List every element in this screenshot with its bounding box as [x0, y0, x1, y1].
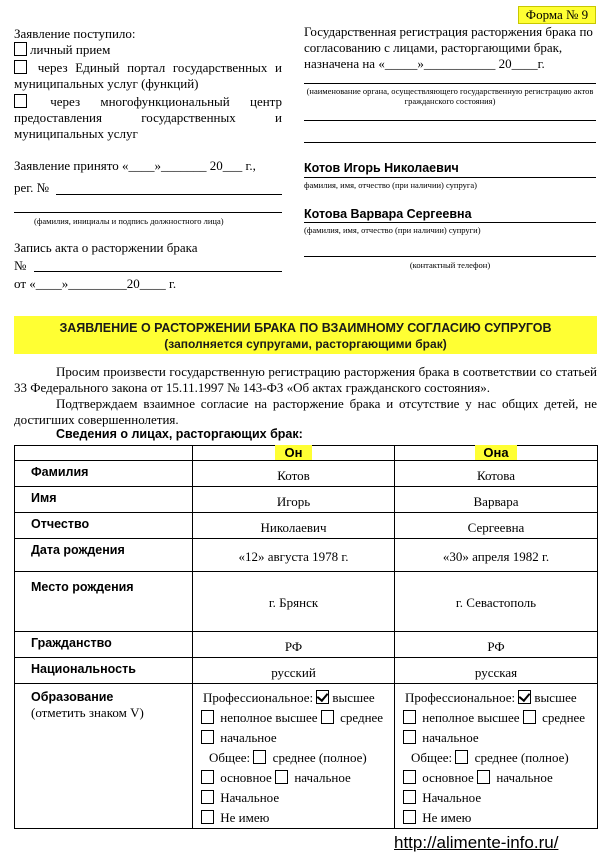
row-label-surname: Фамилия — [15, 461, 193, 487]
wife-caption: (фамилия, имя, отчество (при наличии) супруги) — [304, 225, 481, 235]
reg-label: рег. № — [14, 180, 50, 195]
organ-field-2[interactable] — [304, 120, 596, 121]
she-secondary-checkbox[interactable] — [523, 710, 536, 724]
reg-field[interactable] — [56, 194, 282, 195]
he-nationality[interactable]: русский — [193, 658, 395, 684]
table-row — [15, 487, 598, 513]
table-row — [15, 513, 598, 539]
title-sub: (заполняется супругами, расторгающими брак) — [164, 337, 447, 351]
para-consent: Подтверждаем взаимное согласие на расторжение брака и отсутствие у нас общих детей, не достигших совершеннолетия. — [14, 396, 597, 427]
persons-table — [14, 445, 598, 829]
row-label-patronymic: Отчество — [15, 513, 193, 539]
table-header-empty — [15, 446, 193, 461]
she-higher-checkbox[interactable] — [518, 690, 531, 704]
wife-name: Котова Варвара Сергеевна — [304, 207, 472, 221]
registration-text: Государственная регистрация расторжения брака по согласованию с лицами, расторгающими брак, назначена на «_____»___________ 20____г. — [304, 24, 593, 71]
wife-field[interactable] — [304, 222, 596, 223]
she-name[interactable]: Варвара — [395, 487, 598, 513]
section-title: Сведения о лицах, расторгающих брак: — [56, 427, 303, 441]
he-secondary-checkbox[interactable] — [321, 710, 334, 724]
he-patronymic[interactable]: Николаевич — [193, 513, 395, 539]
he-citizenship[interactable]: РФ — [193, 632, 395, 658]
para-request: Просим произвести государственную регистрацию расторжения брака в соответствии со статьей 33 Федерального закона от 15.11.1997 № 143-ФЗ «Об актах гражданского состояния». — [14, 364, 597, 395]
col-he: Он — [193, 446, 395, 461]
title-band — [14, 316, 597, 354]
she-education: Профессиональное: высшее неполное высшее среднее начальное Общее: среднее (полное) основное начальное Начальное Не имею — [395, 684, 598, 829]
she-surname[interactable]: Котова — [395, 461, 598, 487]
option-portal: через Единый портал государственных и муниципальных услуг (функций) — [14, 60, 282, 91]
row-label-education: Образование — [31, 690, 114, 704]
he-birthdate[interactable]: «12» августа 1978 г. — [193, 539, 395, 572]
table-row — [15, 632, 598, 658]
he-basic-checkbox[interactable] — [201, 770, 214, 784]
education-note: (отметить знаком V) — [31, 705, 144, 720]
she-citizenship[interactable]: РФ — [395, 632, 598, 658]
he-secondary-full-checkbox[interactable] — [253, 750, 266, 764]
row-label-citizenship: Гражданство — [15, 632, 193, 658]
she-nationality[interactable]: русская — [395, 658, 598, 684]
row-label-name: Имя — [15, 487, 193, 513]
row-label-birthdate: Дата рождения — [15, 539, 193, 572]
title-main: ЗАЯВЛЕНИЕ О РАСТОРЖЕНИИ БРАКА ПО ВЗАИМНОМУ СОГЛАСИЮ СУПРУГОВ — [59, 321, 552, 335]
he-birthplace[interactable]: г. Брянск — [193, 572, 395, 632]
he-incomplete-higher-checkbox[interactable] — [201, 710, 214, 724]
organ-field[interactable] — [304, 83, 596, 84]
table-row — [15, 461, 598, 487]
she-none-checkbox[interactable] — [403, 810, 416, 824]
official-caption: (фамилия, инициалы и подпись должностного лица) — [34, 216, 224, 226]
he-education: Профессиональное: высшее неполное высшее среднее начальное Общее: среднее (полное) основное начальное Начальное Не имею — [193, 684, 395, 829]
he-initial-checkbox[interactable] — [201, 730, 214, 744]
she-elementary-checkbox[interactable] — [403, 790, 416, 804]
phone-field[interactable] — [304, 256, 596, 257]
husband-field[interactable] — [304, 177, 596, 178]
act-record-label: Запись акта о расторжении брака — [14, 240, 198, 255]
table-row-education — [15, 684, 598, 829]
col-she: Она — [395, 446, 598, 461]
organ-field-3[interactable] — [304, 142, 596, 143]
husband-name: Котов Игорь Николаевич — [304, 161, 459, 175]
form-number: Форма № 9 — [518, 6, 596, 24]
organ-caption: (наименование органа, осуществляющего государственную регистрацию актов гражданского состояния) — [306, 86, 594, 106]
option-personal: личный прием — [14, 42, 282, 58]
she-primary-checkbox[interactable] — [477, 770, 490, 784]
act-no-label: № — [14, 258, 27, 273]
row-label-nationality: Национальность — [15, 658, 193, 684]
he-name[interactable]: Игорь — [193, 487, 395, 513]
act-date: от «____»_________20____ г. — [14, 276, 177, 291]
row-label-birthplace: Место рождения — [15, 572, 193, 632]
option-mfc: через многофункциональный центр предоставления государственных и муниципальных услуг — [14, 94, 283, 141]
portal-checkbox[interactable] — [14, 60, 27, 74]
she-incomplete-higher-checkbox[interactable] — [403, 710, 416, 724]
accepted-line: Заявление принято «____»_______ 20___ г., — [14, 158, 256, 173]
he-none-checkbox[interactable] — [201, 810, 214, 824]
act-no-field[interactable] — [34, 271, 282, 272]
received-title: Заявление поступило: — [14, 26, 136, 41]
table-row — [15, 572, 598, 632]
table-row — [15, 539, 598, 572]
he-surname[interactable]: Котов — [193, 461, 395, 487]
he-higher-checkbox[interactable] — [316, 690, 329, 704]
phone-caption: (контактный телефон) — [409, 260, 491, 270]
he-elementary-checkbox[interactable] — [201, 790, 214, 804]
she-initial-checkbox[interactable] — [403, 730, 416, 744]
official-field[interactable] — [14, 212, 282, 213]
table-row — [15, 658, 598, 684]
row-label-education-cell — [15, 684, 193, 829]
she-birthplace[interactable]: г. Севастополь — [395, 572, 598, 632]
table-header-row — [15, 446, 598, 461]
husband-caption: фамилия, имя, отчество (при наличии) супруга) — [304, 180, 477, 190]
he-primary-checkbox[interactable] — [275, 770, 288, 784]
she-secondary-full-checkbox[interactable] — [455, 750, 468, 764]
she-patronymic[interactable]: Сергеевна — [395, 513, 598, 539]
she-birthdate[interactable]: «30» апреля 1982 г. — [395, 539, 598, 572]
personal-checkbox[interactable] — [14, 42, 27, 56]
she-basic-checkbox[interactable] — [403, 770, 416, 784]
mfc-checkbox[interactable] — [14, 94, 27, 108]
site-link[interactable]: http://alimente-info.ru/ — [394, 833, 559, 852]
